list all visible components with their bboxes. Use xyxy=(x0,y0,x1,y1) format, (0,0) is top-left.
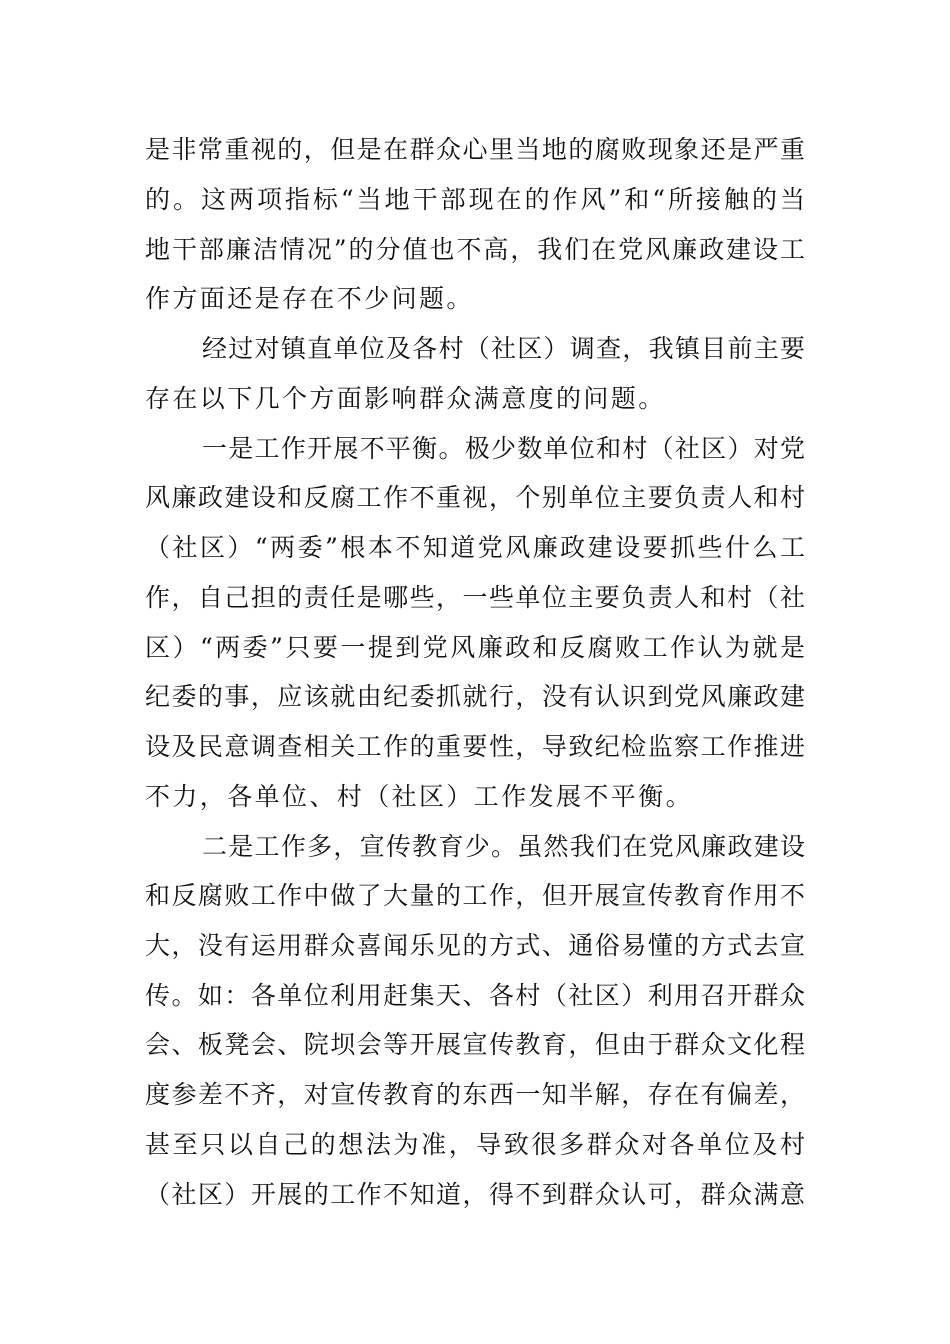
text-line: 设及民意调查相关工作的重要性，导致纪检监察工作推进 xyxy=(145,732,805,761)
text-line: 区）“两委”只要一提到党风廉政和反腐败工作认为就是 xyxy=(145,633,805,662)
text-line: （社区）“两委”根本不知道党风廉政建设要抓些什么工 xyxy=(145,533,805,562)
text-line: 作，自己担的责任是哪些，一些单位主要负责人和村（社 xyxy=(145,583,805,612)
text-line: 风廉政建设和反腐工作不重视，个别单位主要负责人和村 xyxy=(145,483,805,512)
text-line: 传。如：各单位利用赶集天、各村（社区）利用召开群众 xyxy=(145,981,805,1010)
text-line: 地干部廉洁情况”的分值也不高，我们在党风廉政建设工 xyxy=(145,235,805,264)
text-line: 存在以下几个方面影响群众满意度的问题。 xyxy=(145,384,666,413)
text-line: 甚至只以自己的想法为准，导致很多群众对各单位及村 xyxy=(145,1130,805,1159)
text-line: 会、板凳会、院坝会等开展宣传教育，但由于群众文化程 xyxy=(145,1030,805,1059)
text-line: 不力，各单位、村（社区）工作发展不平衡。 xyxy=(145,782,694,811)
text-line: 大，没有运用群众喜闻乐见的方式、通俗易懂的方式去宣 xyxy=(145,931,805,960)
paragraph-first-line: 二是工作多，宣传教育少。虽然我们在党风廉政建设 xyxy=(202,832,805,861)
text-line: 的。这两项指标“当地干部现在的作风”和“所接触的当 xyxy=(145,185,805,214)
paragraph-first-line: 经过对镇直单位及各村（社区）调查，我镇目前主要 xyxy=(202,334,805,363)
paragraph-first-line: 一是工作开展不平衡。极少数单位和村（社区）对党 xyxy=(202,434,805,463)
text-line: 作方面还是存在不少问题。 xyxy=(145,284,474,313)
text-line: （社区）开展的工作不知道，得不到群众认可，群众满意 xyxy=(145,1180,805,1209)
text-line: 和反腐败工作中做了大量的工作，但开展宣传教育作用不 xyxy=(145,881,805,910)
text-line: 纪委的事，应该就由纪委抓就行，没有认识到党风廉政建 xyxy=(145,682,805,711)
text-line: 度参差不齐，对宣传教育的东西一知半解，存在有偏差， xyxy=(145,1080,805,1109)
text-line: 是非常重视的，但是在群众心里当地的腐败现象还是严重 xyxy=(145,135,805,164)
